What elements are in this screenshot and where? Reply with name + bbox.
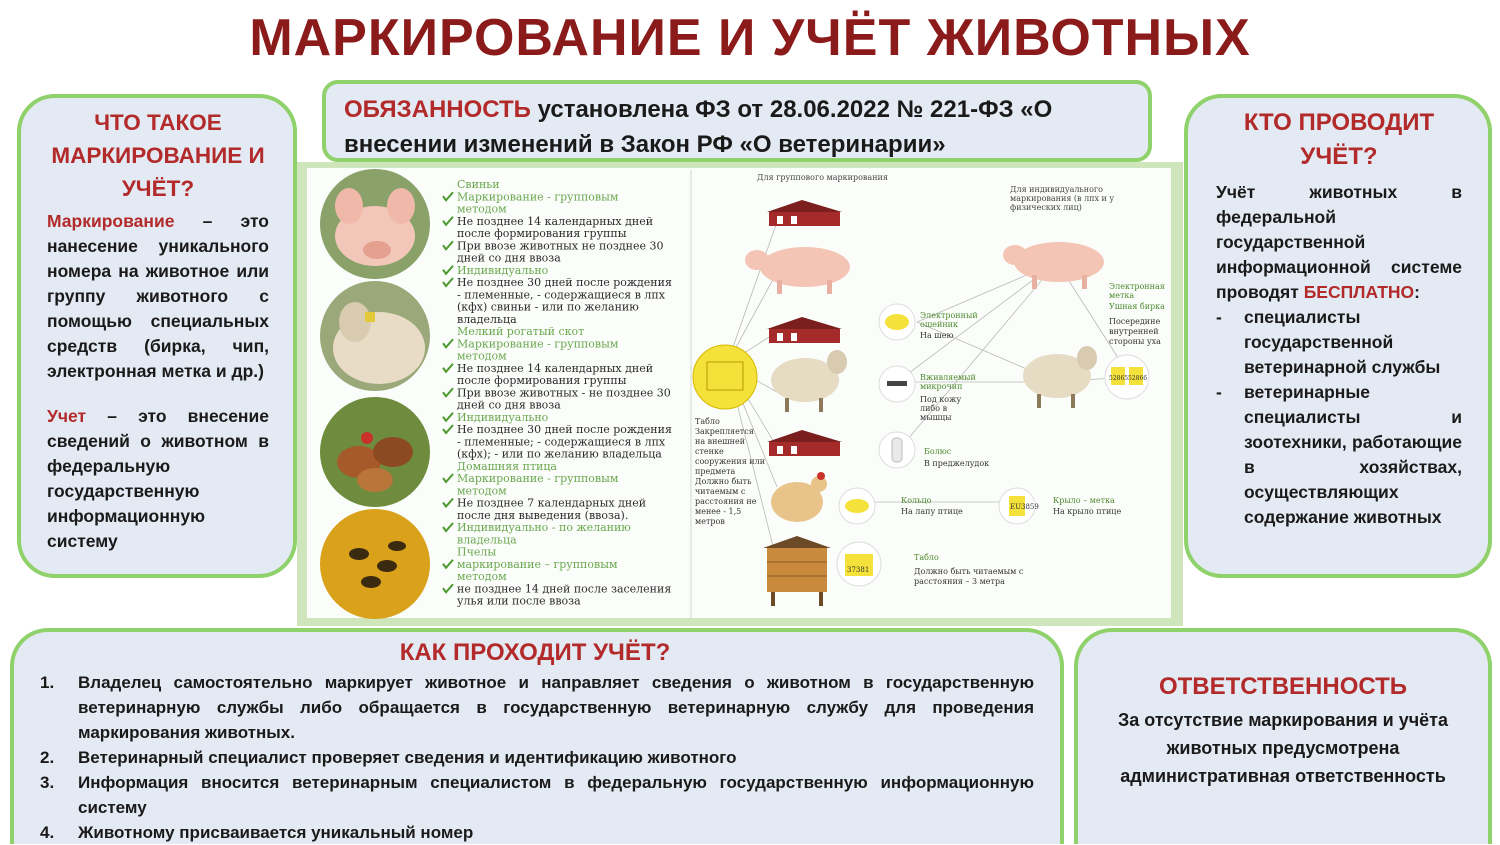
bolus-icon (879, 432, 915, 468)
rule-line: Не позднее 14 календарных дней (457, 361, 654, 375)
eartag-label: стороны уха (1109, 337, 1161, 346)
hen-icon (771, 472, 827, 522)
wing-label: Крыло – метка (1053, 496, 1115, 505)
rule-line: после формирования группы (457, 227, 627, 240)
collar-label: Электронный (920, 311, 978, 320)
page-title: МАРКИРОВАНИЕ И УЧЁТ ЖИВОТНЫХ (249, 9, 1251, 67)
ring-label: На лапу птице (901, 507, 963, 516)
who-intro-text: Учёт животных в федеральной государственной информационной системе проводят (1216, 182, 1462, 302)
collar-label: ошейник (920, 320, 958, 329)
check-icon (443, 192, 453, 200)
eartag-label: внутренней (1109, 327, 1159, 336)
ring-icon (839, 488, 875, 524)
rule-line: Индивидуально - по желанию (457, 521, 631, 534)
pig-photo-icon (320, 169, 430, 279)
rule-line: методом (457, 202, 507, 216)
board-text: расстояния не (695, 497, 757, 506)
check-icon (443, 474, 453, 482)
marking-def: – это нанесение уникального номера на животное или группу животного с помощью специальных средств (бирка, чип, электронная метка и др.) (47, 211, 269, 381)
step-text: Животному присваивается уникальный номер (78, 823, 474, 842)
what-is-heading: ЧТО ТАКОЕ МАРКИРОВАНИЕ И УЧЁТ? (51, 110, 265, 201)
rule-line: владельца (457, 312, 517, 326)
microchip-icon (879, 366, 915, 402)
wing-label: На крыло птице (1053, 507, 1122, 516)
board2-label: Должно быть читаемым с (914, 567, 1024, 576)
chickens-photo-icon (320, 397, 430, 507)
rule-line: Пчелы (457, 545, 497, 559)
rule-line: Домашняя птица (457, 459, 557, 473)
rule-line: Свиньи (457, 178, 500, 191)
board-text: на внешней (695, 437, 746, 446)
ring-label: Кольцо (901, 496, 932, 505)
rule-line: (кфх); - или по желанию владельца (457, 447, 662, 461)
rule-line: маркирование – групповым (457, 557, 618, 571)
rule-line: после дня выведения (ввоза). (457, 508, 629, 522)
collar-icon (879, 304, 915, 340)
indiv-label-1: Для индивидуального (1010, 185, 1103, 194)
step-text: Владелец самостоятельно маркирует животное и направляет сведения о животном в государственную ветеринарную службы либо обращается в государственную ветеринарную службу для проведения маркирования животных. (78, 673, 1034, 742)
pig-icon (745, 247, 850, 294)
check-icon (443, 499, 453, 507)
how-heading: КАК ПРОХОДИТ УЧЁТ? (399, 639, 671, 666)
ear-tag-number: 52865 (1109, 375, 1129, 382)
group-marking-label: Для группового маркирования (757, 173, 888, 182)
sheep-photo-icon (320, 281, 430, 391)
indiv-label-2: маркирования (в лпх и у (1010, 194, 1115, 203)
indiv-label-3: физических лиц) (1010, 203, 1082, 212)
list-item-text: ветеринарные специалисты и зоотехники, работающие в хозяйствах, осуществляющих содержание животных (1244, 382, 1462, 527)
rule-line: Маркирование - групповым (457, 337, 619, 351)
barn-icon (767, 430, 842, 456)
responsibility-text: За отсутствие маркирования и учёта животных предусмотрена административная ответственность (1118, 710, 1448, 786)
rule-line: не позднее 14 дней после заселения (457, 582, 672, 596)
rules-list (443, 178, 672, 608)
who-panel (1184, 94, 1492, 578)
rule-line: Индивидуально (457, 410, 549, 424)
bolus-label: В преджелудок (924, 459, 990, 468)
collar-label: На шею (920, 331, 954, 340)
board-text: менее - 1,5 (695, 507, 742, 516)
pig-icon (1003, 242, 1104, 289)
microchip-label: либо в (920, 404, 948, 413)
rule-line: Мелкий рогатый скот (457, 325, 585, 338)
eartag-label: Ушная бирка (1109, 302, 1165, 311)
hive-board-icon (837, 542, 881, 586)
list-item: 3. Информация вносится ветеринарным специалистом в федеральную государственную информационную систему (40, 773, 1034, 817)
check-icon (443, 339, 453, 347)
rule-line: Маркирование - групповым (457, 190, 619, 204)
rule-line: методом (457, 570, 507, 583)
marking-definition (47, 209, 269, 384)
board-text: стенке (695, 447, 724, 456)
how-steps (36, 670, 1034, 845)
rule-line: дней со дня ввоза (457, 398, 561, 412)
sheep-icon (771, 350, 847, 412)
list-item-text: специалисты государственной ветеринарной службы (1244, 307, 1441, 377)
check-icon (443, 584, 453, 592)
board-text: Закрепляется (695, 427, 754, 436)
rule-line: Не позднее 14 календарных дней (457, 214, 654, 228)
obligation-highlight: ОБЯЗАННОСТЬ (344, 96, 531, 123)
how-panel (10, 628, 1064, 844)
board-text: Должно быть (695, 477, 752, 486)
check-icon (443, 266, 453, 274)
rule-line: При ввозе животных не позднее 30 (457, 239, 664, 253)
microchip-label: Вживляемый (920, 373, 976, 382)
board-text: читаемым с (695, 487, 746, 496)
rule-line: после формирования группы (457, 374, 627, 387)
marking-term: Маркирование (47, 211, 175, 231)
microchip-label: мышцы (920, 413, 952, 422)
microchip-label: Под кожу (920, 395, 962, 404)
ear-tag-number: 52866 (1128, 375, 1148, 382)
list-item: 4. Животному присваивается уникальный номер (40, 823, 474, 842)
rule-line: (кфх) свиньи - или по желанию (457, 300, 639, 314)
check-icon (443, 217, 453, 225)
microchip-label: микрочип (920, 382, 963, 391)
board-text: Табло (695, 417, 720, 426)
hive-board-number: 37381 (847, 566, 870, 574)
rule-line: Маркирование - групповым (457, 472, 619, 485)
board-text: предмета (695, 467, 736, 476)
eartag-label: Электронная (1109, 282, 1165, 291)
rule-line: владельца (457, 533, 517, 547)
board2-label: расстояния – 3 метра (914, 577, 1005, 586)
account-definition (47, 404, 269, 554)
list-item: - специалисты государственной ветеринарной службы (1216, 307, 1441, 377)
list-item: 2. Ветеринарный специалист проверяет сведения и идентификацию животного (40, 748, 737, 767)
check-icon (443, 425, 453, 433)
beehive-icon (763, 536, 831, 606)
board-text: метров (695, 517, 725, 526)
step-text: Ветеринарный специалист проверяет сведения и идентификацию животного (78, 748, 737, 767)
board-text: сооружения или (695, 457, 766, 466)
check-icon (443, 278, 453, 286)
rule-line: методом (457, 484, 507, 498)
check-icon (443, 523, 453, 531)
list-item: - ветеринарные специалисты и зоотехники, работающие в хозяйствах, осуществляющих содержание животных (1216, 382, 1462, 527)
who-list (1216, 305, 1462, 530)
check-icon (443, 413, 453, 421)
rule-line: - племенные; - содержащиеся в лпх (457, 435, 666, 449)
sheep-icon (1023, 346, 1097, 408)
rule-line: методом (457, 349, 507, 363)
responsibility-panel (1074, 628, 1492, 844)
account-term: Учет (47, 406, 87, 426)
who-colon: : (1414, 282, 1420, 302)
free-highlight: БЕСПЛАТНО (1303, 282, 1415, 302)
check-icon (443, 364, 453, 372)
rule-line: дней со дня ввоза (457, 251, 561, 265)
rule-line: Не позднее 7 календарных дней (457, 496, 647, 510)
account-def: – это внесение сведений о животном в федеральную государственную информационную систему (47, 406, 269, 551)
rule-line: При ввозе животных - не позднее 30 (457, 386, 671, 400)
bolus-label: Болюс (924, 447, 952, 456)
obligation-panel (322, 80, 1152, 162)
responsibility-heading: ОТВЕТСТВЕННОСТЬ (1158, 673, 1408, 700)
eartag-label: Посередине (1109, 317, 1161, 326)
what-is-panel (17, 94, 297, 578)
eartag-label: метка (1109, 291, 1135, 300)
rule-line: Не позднее 30 дней после рождения (457, 276, 672, 289)
who-heading: КТО ПРОВОДИТ УЧЁТ? (1243, 109, 1435, 170)
list-item: 1. Владелец самостоятельно маркирует животное и направляет сведения о животном в государственную ветеринарную службы либо обращается в государственную ветеринарную службу для проведения маркирования животных. (40, 673, 1034, 742)
step-text: Информация вносится ветеринарным специалистом в федеральную государственную информационную систему (78, 773, 1034, 817)
rule-line: Индивидуально (457, 263, 549, 277)
board-tag-icon (693, 345, 757, 409)
check-icon (443, 241, 453, 249)
rule-line: - племенные, - содержащиеся в лпх (457, 288, 665, 302)
check-icon (443, 560, 453, 568)
rule-line: улья или после ввоза (457, 594, 581, 608)
wing-tag-number: EU3859 (1010, 503, 1039, 511)
infographic (297, 162, 1183, 626)
infographic-illustration (297, 162, 1183, 626)
board2-label: Табло (914, 553, 939, 562)
barn-icon (767, 317, 842, 343)
rule-line: Не позднее 30 дней после рождения (457, 423, 672, 436)
barn-icon (767, 200, 842, 226)
obligation-text: установлена ФЗ от 28.06.2022 № 221-ФЗ «О внесении изменений в Закон РФ «О ветеринарии» (344, 96, 1053, 158)
check-icon (443, 388, 453, 396)
who-intro (1216, 180, 1462, 305)
bees-photo-icon (320, 509, 430, 619)
